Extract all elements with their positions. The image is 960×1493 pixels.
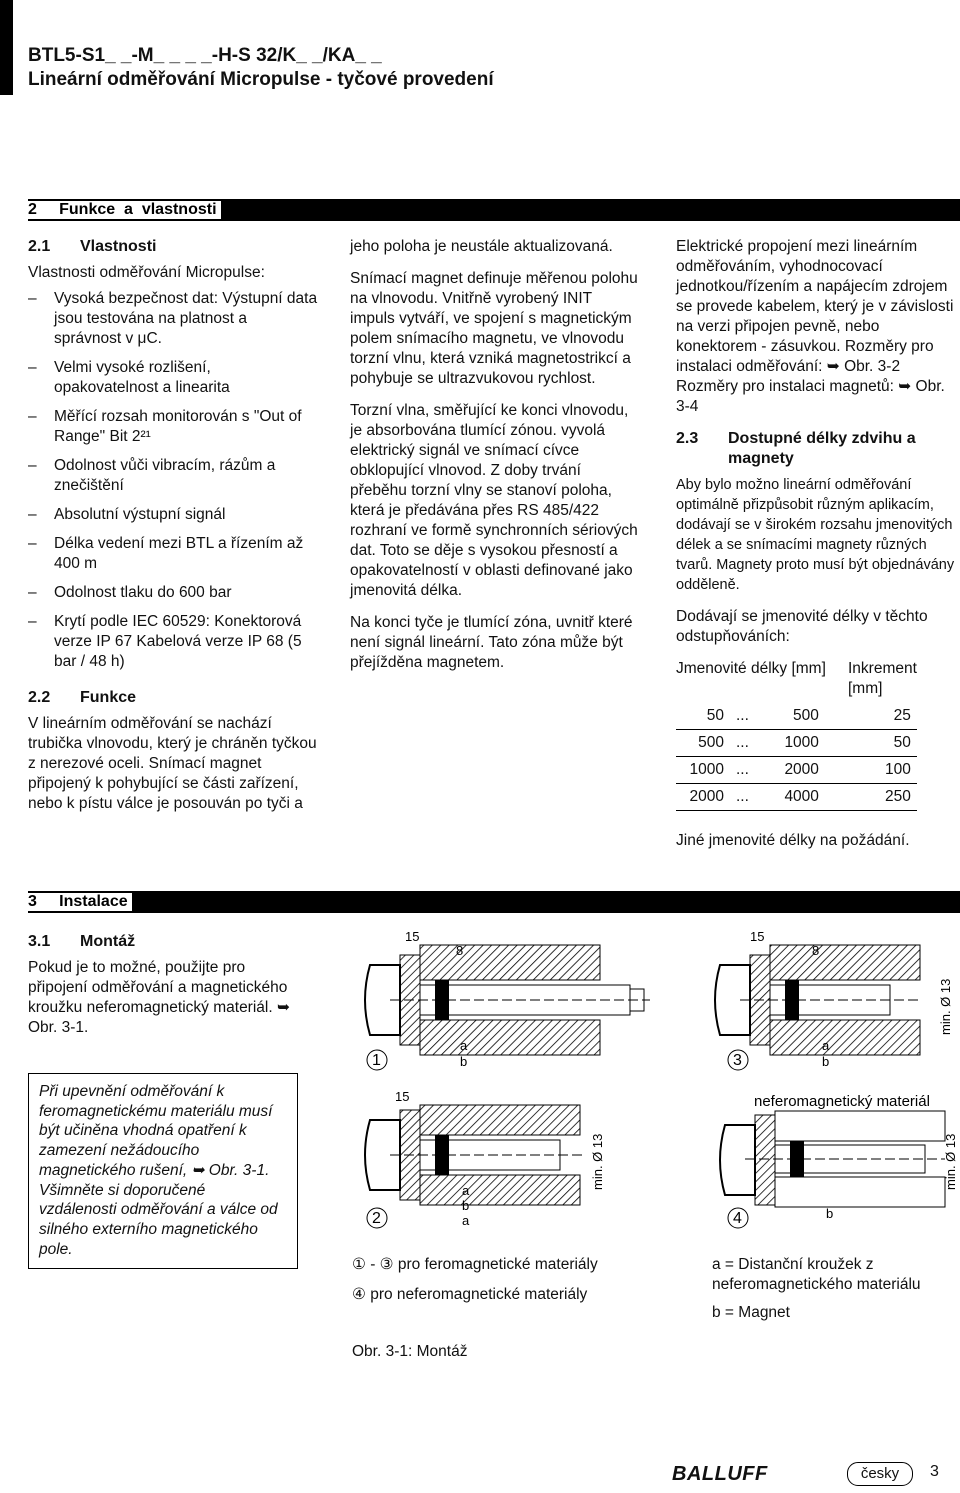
paragraph: Aby bylo možno lineární odměřování optimálně přizpůsobit různým aplikacím, dodávají se v širokém rozsahu jmenovitých délek a se snímacími magnety různých tvarů. Magnety proto musí být objednávány odděleně. — [676, 477, 955, 593]
legend-b: b = Magnet — [712, 1304, 790, 1321]
legend-line: ④ pro neferomagnetické materiály — [352, 1286, 588, 1303]
dim-diameter: min. Ø 13 — [590, 1133, 605, 1190]
table-header — [676, 659, 938, 699]
section-2-bar — [28, 199, 960, 221]
language-badge: česky — [847, 1462, 913, 1486]
figure-number-1: 1 — [372, 1052, 381, 1069]
dim-diameter: min. Ø 13 — [943, 1133, 958, 1190]
list-item: – Krytí podle IEC 60529: Konektorová verze IP 67 Kabelová verze IP 68 (5 bar / 48 h) — [28, 612, 318, 672]
intro-text: Vlastnosti odměřování Micropulse: — [28, 264, 265, 281]
heading-2-1: 2.1 Vlastnosti — [28, 238, 157, 255]
increment-table — [676, 703, 917, 811]
page-title — [28, 44, 494, 92]
figure-caption: Obr. 3-1: Montáž — [352, 1343, 468, 1360]
feature-list — [28, 289, 318, 672]
figure-4-drawing — [720, 1111, 945, 1207]
table-row: 2000 ... 4000 250 — [676, 784, 917, 811]
heading-3-1: 3.1 Montáž — [28, 933, 136, 950]
label-a: a — [462, 1183, 470, 1198]
list-item: – Odolnost tlaku do 600 bar — [28, 583, 318, 603]
figure-number-4: 4 — [733, 1210, 742, 1227]
table-row: 500 ... 1000 50 — [676, 730, 917, 757]
nonferro-label: neferomagnetický materiál — [754, 1093, 930, 1110]
label-a: a — [462, 1213, 470, 1228]
legend-ab — [712, 1255, 932, 1323]
page-number: 3 — [930, 1463, 939, 1480]
header-bar — [0, 0, 13, 95]
column-header: Jmenovité délky [mm] — [676, 660, 826, 677]
section-3-title: 3 Instalace — [28, 893, 132, 911]
label-b: b — [462, 1198, 470, 1213]
section-3-bar — [28, 891, 960, 913]
heading-2-3: 2.3 Dostupné délky zdvihu a magnety — [676, 430, 916, 467]
balluff-logo: BALLUFF — [672, 1463, 768, 1485]
figure-1-drawing — [365, 945, 650, 1055]
heading-2-2: 2.2 Funkce — [28, 689, 137, 706]
label-b: b — [460, 1054, 468, 1069]
dim-15: 15 — [395, 1089, 410, 1104]
dim-15: 15 — [405, 929, 420, 944]
label-a: a — [822, 1038, 830, 1053]
list-item: – Odolnost vůči vibracím, rázům a znečištění — [28, 456, 318, 496]
list-item: – Vysoká bezpečnost dat: Výstupní data jsou testována na platnost a správnost v μC. — [28, 289, 318, 349]
list-item: – Velmi vysoké rozlišení, opakovatelnost a linearita — [28, 358, 318, 398]
table-row: 1000 ... 2000 100 — [676, 757, 917, 784]
dim-15: 15 — [750, 929, 765, 944]
label-a: a — [460, 1038, 468, 1053]
install-column — [28, 932, 298, 1038]
label-b: b — [822, 1054, 830, 1069]
paragraph: Jiné jmenovité délky na požádání. — [676, 832, 910, 849]
install-text: Pokud je to možné, použijte pro připojení odměřování a magnetického kroužku neferomagnetický materiál. ➥ Obr. 3-1. — [28, 959, 290, 1036]
label-b: b — [826, 1206, 834, 1221]
figure-legend — [352, 1255, 682, 1305]
dim-8: 8 — [456, 943, 464, 958]
paragraph: Torzní vlna, směřující ke konci vlnovodu, je absorbována tlumící zónou. vyvolá elektrický signál ve snímací cívce obklopující vlnovod. Z doby trvání přeběhu torzní vlny se stanoví poloha, která je předávána přes RS 485/422 rozhraní ve formě synchronních sériových dat. Toto se děje s vysokou přesností a opakovatelností v oblasti definované jako jmenovitá délka. — [350, 402, 638, 599]
function-text: V lineárním odměřování se nachází trubička vlnovodu, který je chráněn tyčkou z nerezové oceli. Snímací magnet připojený k pohybující se části zařízení, nebo k pístu válce je posouván po tyči a — [28, 715, 317, 812]
paragraph: Snímací magnet definuje měřenou polohu na vlnovodu. Vnitřně vyrobený INIT impuls vytváří, ve spojení s magnetickým polem snímacího magnetu, ve vlnovodu torzní vlnu, která vzniká magnetostrikcí a pohybuje se ultrazvukovou rychlost. — [350, 270, 638, 387]
figure-2-drawing — [365, 1105, 585, 1205]
paragraph: jeho poloha je neustále aktualizovaná. — [350, 238, 613, 255]
legend-line: ① - ③ pro feromagnetické materiály — [352, 1256, 598, 1273]
title-line1: BTL5-S1_ _-M_ _ _ _-H-S 32/K_ _/KA_ _ — [28, 45, 382, 66]
figure-number-3: 3 — [733, 1052, 742, 1069]
title-line2: Lineární odměřování Micropulse - tyčové provedení — [28, 69, 494, 90]
dim-diameter: min. Ø 13 — [938, 978, 953, 1035]
column-3 — [676, 237, 958, 863]
warning-note: Při upevnění odměřování k feromagnetickému materiálu musí být učiněna vhodná opatření k zamezení nežádoucího magnetického rušení, ➥ Obr. 3-1. Všimněte si doporučené vzdálenosti odměřování a válce od silného externího magnetického pole. — [28, 1073, 298, 1269]
paragraph: Dodávají se jmenovité délky v těchto odstupňováních: — [676, 608, 928, 645]
paragraph: Na konci tyče je tlumící zóna, uvnitř které není signál lineární. Tato zóna může být přejížděna magnetem. — [350, 614, 633, 671]
paragraph: Elektrické propojení mezi lineárním odměřováním, vyhodnocovací jednotkou/řízením a napájecím zdrojem se provede kabelem, který je v závislosti na verzi připojen pevně, nebo konektorem - zásuvkou. Rozměry pro instalaci odměřování: ➥ Obr. 3-2 Rozměry pro instalaci magnetů: ➥ Obr. 3-4 — [676, 238, 954, 415]
section-2-title: 2 Funkce a vlastnosti — [28, 201, 221, 219]
column-header: Inkrement [mm] — [848, 660, 917, 697]
list-item: – Délka vedení mezi BTL a řízením až 400 m — [28, 534, 318, 574]
column-1 — [28, 237, 318, 814]
list-item: – Absolutní výstupní signál — [28, 505, 318, 525]
dim-8: 8 — [812, 943, 820, 958]
legend-a: a = Distanční kroužek z neferomagnetického materiálu — [712, 1256, 921, 1293]
figure-3-drawing — [715, 945, 920, 1055]
column-2 — [350, 237, 640, 685]
table-row: 50 ... 500 25 — [676, 703, 917, 730]
figure-number-2: 2 — [372, 1210, 381, 1227]
mounting-figure — [350, 925, 960, 1235]
list-item: – Měřící rozsah monitorován s "Out of Range" Bit 2²¹ — [28, 407, 318, 447]
